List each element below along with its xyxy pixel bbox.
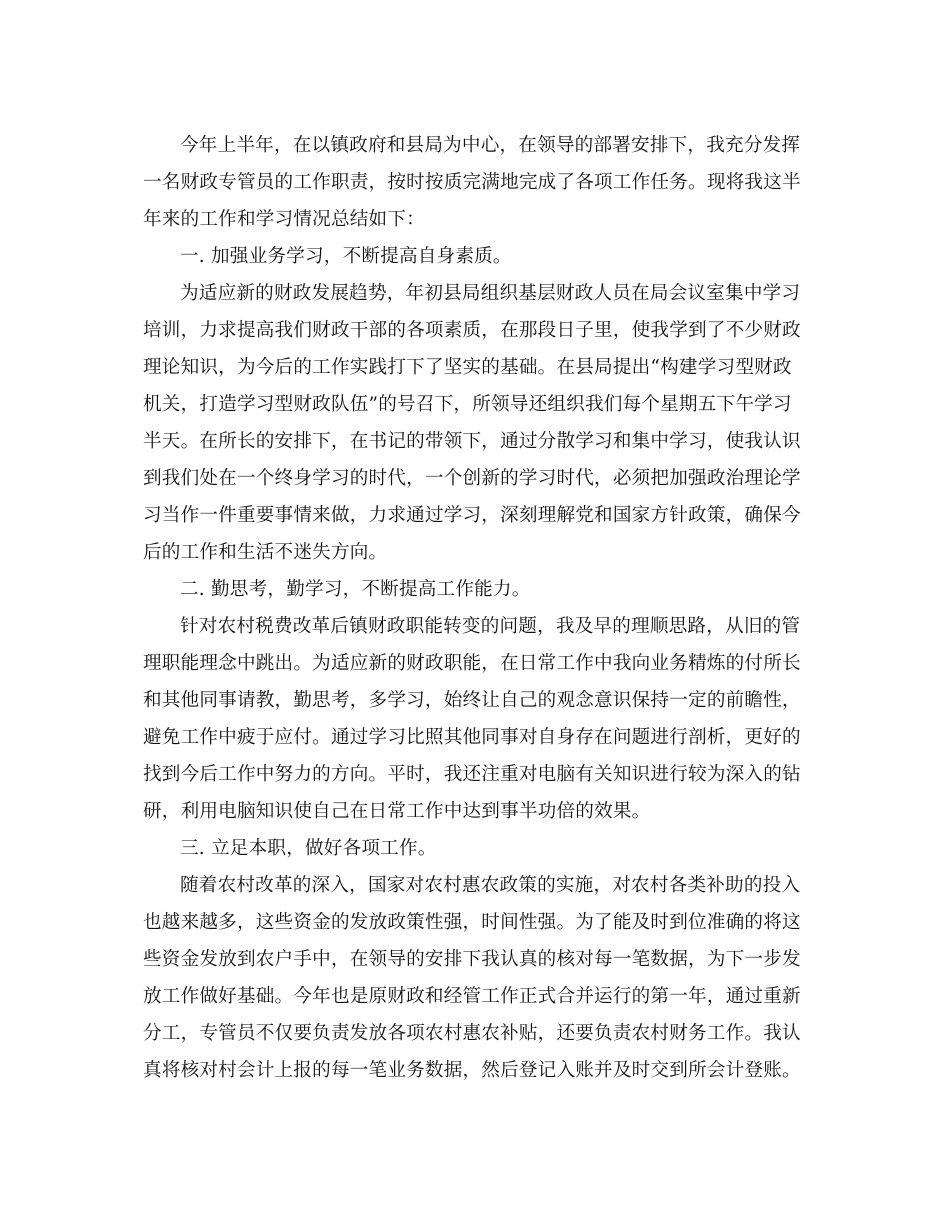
paragraph-section1-line-7: 习当作一件重要事情来做，力求通过学习，深刻理解党和国家方针政策，确保今 [143, 505, 801, 526]
paragraph-section1-line-8: 后的工作和生活不迷失方向。 [143, 542, 388, 563]
paragraph-section2-line-2: 理职能理念中跳出。为适应新的财政职能，在日常工作中我向业务精炼的付所长 [143, 653, 801, 674]
paragraph-section3-line-5: 分工，专管员不仅要负责发放各项农村惠农补贴，还要负责农村财务工作。我认 [143, 1023, 801, 1044]
paragraph-section2-line-3: 和其他同事请教，勤思考，多学习，始终让自己的观念意识保持一定的前瞻性， [143, 690, 801, 711]
paragraph-section3-line-6: 真将核对村会计上报的每一笔业务数据，然后登记入账并及时交到所会计登账。 [143, 1060, 801, 1081]
paragraph-intro-line-1: 今年上半年，在以镇政府和县局为中心，在领导的部署安排下，我充分发挥 [180, 135, 801, 156]
paragraph-section3-line-3: 些资金发放到农户手中，在领导的安排下我认真的核对每一笔数据，为下一步发 [143, 949, 801, 970]
paragraph-section1-line-5: 半天。在所长的安排下，在书记的带领下，通过分散学习和集中学习，使我认识 [143, 431, 801, 452]
paragraph-section3-line-4: 放工作做好基础。今年也是原财政和经管工作正式合并运行的第一年，通过重新 [143, 986, 801, 1007]
paragraph-section2-line-5: 找到今后工作中努力的方向。平时，我还注重对电脑有关知识进行较为深入的钻 [143, 764, 801, 785]
paragraph-section1-line-4: 机关，打造学习型财政队伍”的号召下，所领导还组织我们每个星期五下午学习 [143, 394, 792, 415]
paragraph-section1-line-6: 到我们处在一个终身学习的时代，一个创新的学习时代，必须把加强政治理论学 [143, 468, 801, 489]
section-heading-3: 三. 立足本职，做好各项工作。 [180, 838, 437, 859]
paragraph-section1-line-1: 为适应新的财政发展趋势，年初县局组织基层财政人员在局会议室集中学习 [180, 283, 801, 304]
section-heading-2: 二. 勤思考，勤学习，不断提高工作能力。 [180, 579, 531, 600]
paragraph-intro-line-3: 年来的工作和学习情况总结如下： [143, 209, 425, 230]
paragraph-section2-line-1: 针对农村税费改革后镇财政职能转变的问题，我及早的理顺思路，从旧的管 [180, 616, 801, 637]
paragraph-section2-line-6: 研，利用电脑知识使自己在日常工作中达到事半功倍的效果。 [143, 801, 651, 822]
paragraph-section2-line-4: 避免工作中疲于应付。通过学习比照其他同事对自身存在问题进行剖析，更好的 [143, 727, 801, 748]
document-body [143, 127, 803, 1089]
paragraph-section3-line-2: 也越来越多，这些资金的发放政策性强，时间性强。为了能及时到位准确的将这 [143, 912, 801, 933]
paragraph-section1-line-3: 理论知识，为今后的工作实践打下了坚实的基础。在县局提出“构建学习型财政 [143, 357, 792, 378]
paragraph-intro-line-2: 一名财政专管员的工作职责，按时按质完满地完成了各项工作任务。现将我这半 [143, 172, 801, 193]
paragraph-section1-line-2: 培训，力求提高我们财政干部的各项素质，在那段日子里，使我学到了不少财政 [143, 320, 801, 341]
paragraph-section3-line-1: 随着农村改革的深入，国家对农村惠农政策的实施，对农村各类补助的投入 [180, 875, 801, 896]
section-heading-1: 一. 加强业务学习，不断提高自身素质。 [180, 246, 512, 267]
